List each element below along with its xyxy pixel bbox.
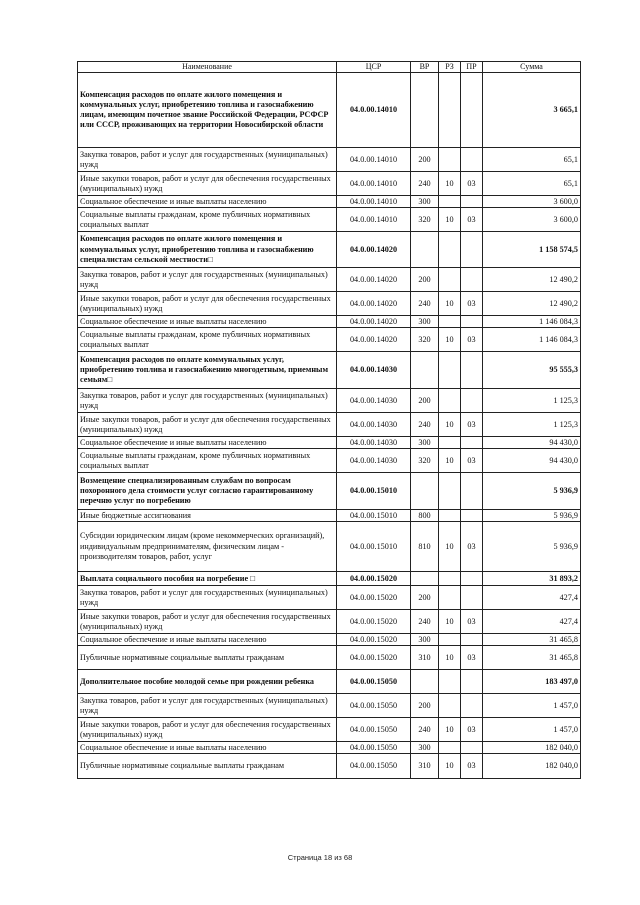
cell-name: Публичные нормативные социальные выплаты гражданам: [78, 754, 337, 779]
cell-csr: 04.0.00.15050: [337, 670, 411, 694]
cell-sum: 183 497,0: [483, 670, 581, 694]
cell-pr: 03: [461, 413, 483, 437]
cell-name: Социальное обеспечение и иные выплаты населению: [78, 316, 337, 328]
cell-sum: 1 457,0: [483, 694, 581, 718]
budget-table: [77, 61, 581, 779]
cell-vr: 310: [411, 754, 439, 779]
cell-name: Публичные нормативные социальные выплаты гражданам: [78, 646, 337, 670]
cell-name: Иные бюджетные ассигнования: [78, 510, 337, 522]
cell-rz: 10: [439, 754, 461, 779]
cell-pr: [461, 437, 483, 449]
table-row: [78, 754, 581, 779]
cell-name: Иные закупки товаров, работ и услуг для обеспечения государственных (муниципальных) нужд: [78, 413, 337, 437]
cell-vr: 240: [411, 610, 439, 634]
cell-name: Закупка товаров, работ и услуг для государственных (муниципальных) нужд: [78, 268, 337, 292]
cell-name: Компенсация расходов по оплате коммунальных услуг, приобретению топлива и газоснабжению многодетным, приемным семьям□: [78, 352, 337, 389]
cell-name: Закупка товаров, работ и услуг для государственных (муниципальных) нужд: [78, 148, 337, 172]
cell-name: Иные закупки товаров, работ и услуг для обеспечения государственных (муниципальных) нужд: [78, 718, 337, 742]
table-row: [78, 196, 581, 208]
cell-name: Возмещение специализированным службам по вопросам похоронного дела стоимости услуг согласно гарантированному перечню услуг по погребению: [78, 473, 337, 510]
cell-name: Субсидии юридическим лицам (кроме некоммерческих организаций), индивидуальным предпринимателям, физическим лицам - производителям товаров, работ, услуг: [78, 522, 337, 572]
cell-sum: 1 146 084,3: [483, 328, 581, 352]
cell-pr: 03: [461, 522, 483, 572]
cell-sum: 94 430,0: [483, 449, 581, 473]
cell-vr: 300: [411, 437, 439, 449]
table-row: [78, 437, 581, 449]
cell-rz: [439, 268, 461, 292]
cell-sum: 5 936,9: [483, 522, 581, 572]
table-header-row: [78, 62, 581, 73]
cell-rz: [439, 352, 461, 389]
cell-pr: 03: [461, 610, 483, 634]
cell-name: Социальные выплаты гражданам, кроме публичных нормативных социальных выплат: [78, 449, 337, 473]
table-row: [78, 610, 581, 634]
cell-rz: [439, 389, 461, 413]
cell-rz: [439, 742, 461, 754]
cell-vr: [411, 73, 439, 148]
cell-sum: 3 665,1: [483, 73, 581, 148]
cell-vr: [411, 473, 439, 510]
cell-rz: [439, 586, 461, 610]
cell-sum: 1 125,3: [483, 413, 581, 437]
cell-name: Компенсация расходов по оплате жилого помещения и коммунальных услуг, приобретению топлива и газоснабжению лицам, имеющим почетное звание Российской Федерации, РСФСР или СССР, проживающих на территории Новосибирской области: [78, 73, 337, 148]
cell-rz: 10: [439, 413, 461, 437]
cell-vr: [411, 352, 439, 389]
table-row: [78, 646, 581, 670]
table-row: [78, 572, 581, 586]
table-row: [78, 148, 581, 172]
cell-vr: 240: [411, 292, 439, 316]
cell-pr: 03: [461, 208, 483, 232]
cell-vr: 240: [411, 172, 439, 196]
cell-sum: 1 146 084,3: [483, 316, 581, 328]
cell-name: Дополнительное пособие молодой семье при рождении ребенка: [78, 670, 337, 694]
cell-csr: 04.0.00.14030: [337, 352, 411, 389]
cell-pr: [461, 389, 483, 413]
cell-pr: [461, 670, 483, 694]
cell-vr: 320: [411, 328, 439, 352]
cell-rz: [439, 510, 461, 522]
cell-csr: 04.0.00.15050: [337, 754, 411, 779]
cell-csr: 04.0.00.15020: [337, 634, 411, 646]
cell-vr: 300: [411, 316, 439, 328]
cell-csr: 04.0.00.15050: [337, 694, 411, 718]
header-name: Наименование: [78, 62, 337, 73]
cell-rz: [439, 196, 461, 208]
cell-csr: 04.0.00.14030: [337, 437, 411, 449]
cell-name: Компенсация расходов по оплате жилого помещения и коммунальных услуг, приобретению топлива и газоснабжению специалистам сельской местности□: [78, 232, 337, 268]
table-row: [78, 586, 581, 610]
cell-csr: 04.0.00.14010: [337, 73, 411, 148]
cell-pr: 03: [461, 646, 483, 670]
cell-rz: 10: [439, 172, 461, 196]
table-row: [78, 316, 581, 328]
cell-rz: 10: [439, 522, 461, 572]
cell-rz: 10: [439, 449, 461, 473]
cell-sum: 95 555,3: [483, 352, 581, 389]
cell-vr: 320: [411, 449, 439, 473]
header-sum: Сумма: [483, 62, 581, 73]
table-row: [78, 352, 581, 389]
cell-sum: 12 490,2: [483, 268, 581, 292]
cell-pr: 03: [461, 718, 483, 742]
cell-rz: 10: [439, 610, 461, 634]
cell-pr: [461, 742, 483, 754]
cell-vr: 240: [411, 718, 439, 742]
cell-vr: 200: [411, 148, 439, 172]
cell-vr: [411, 670, 439, 694]
table-row: [78, 718, 581, 742]
cell-csr: 04.0.00.15020: [337, 610, 411, 634]
table-row: [78, 73, 581, 148]
cell-vr: [411, 572, 439, 586]
cell-pr: 03: [461, 172, 483, 196]
table-row: [78, 268, 581, 292]
cell-name: Закупка товаров, работ и услуг для государственных (муниципальных) нужд: [78, 694, 337, 718]
cell-vr: 800: [411, 510, 439, 522]
cell-name: Социальное обеспечение и иные выплаты населению: [78, 742, 337, 754]
cell-rz: [439, 694, 461, 718]
cell-csr: 04.0.00.14010: [337, 196, 411, 208]
cell-name: Иные закупки товаров, работ и услуг для обеспечения государственных (муниципальных) нужд: [78, 292, 337, 316]
cell-sum: 3 600,0: [483, 208, 581, 232]
cell-rz: [439, 437, 461, 449]
cell-vr: 200: [411, 586, 439, 610]
cell-vr: 300: [411, 742, 439, 754]
cell-rz: [439, 670, 461, 694]
cell-csr: 04.0.00.14020: [337, 232, 411, 268]
cell-pr: [461, 268, 483, 292]
cell-csr: 04.0.00.15020: [337, 572, 411, 586]
cell-csr: 04.0.00.15050: [337, 718, 411, 742]
cell-pr: 03: [461, 328, 483, 352]
table-row: [78, 522, 581, 572]
cell-sum: 31 465,8: [483, 634, 581, 646]
cell-sum: 94 430,0: [483, 437, 581, 449]
cell-pr: [461, 73, 483, 148]
table-row: [78, 292, 581, 316]
table-row: [78, 742, 581, 754]
cell-vr: 310: [411, 646, 439, 670]
cell-sum: 5 936,9: [483, 473, 581, 510]
table-row: [78, 694, 581, 718]
header-vr: ВР: [411, 62, 439, 73]
cell-sum: 1 125,3: [483, 389, 581, 413]
cell-sum: 427,4: [483, 610, 581, 634]
cell-pr: [461, 586, 483, 610]
cell-csr: 04.0.00.14030: [337, 449, 411, 473]
table-row: [78, 473, 581, 510]
table-row: [78, 510, 581, 522]
cell-sum: 182 040,0: [483, 742, 581, 754]
cell-csr: 04.0.00.14020: [337, 268, 411, 292]
cell-csr: 04.0.00.15020: [337, 586, 411, 610]
cell-name: Иные закупки товаров, работ и услуг для обеспечения государственных (муниципальных) нужд: [78, 610, 337, 634]
cell-sum: 65,1: [483, 148, 581, 172]
cell-vr: 810: [411, 522, 439, 572]
cell-sum: 31 893,2: [483, 572, 581, 586]
cell-sum: 1 158 574,5: [483, 232, 581, 268]
header-rz: РЗ: [439, 62, 461, 73]
cell-vr: 200: [411, 389, 439, 413]
cell-csr: 04.0.00.14010: [337, 208, 411, 232]
cell-pr: [461, 634, 483, 646]
cell-rz: 10: [439, 718, 461, 742]
cell-name: Социальное обеспечение и иные выплаты населению: [78, 196, 337, 208]
cell-name: Выплата социального пособия на погребение □: [78, 572, 337, 586]
cell-pr: [461, 510, 483, 522]
cell-pr: [461, 694, 483, 718]
cell-pr: [461, 572, 483, 586]
cell-vr: 240: [411, 413, 439, 437]
table-body: [78, 73, 581, 779]
cell-rz: 10: [439, 328, 461, 352]
cell-csr: 04.0.00.15010: [337, 510, 411, 522]
cell-sum: 182 040,0: [483, 754, 581, 779]
cell-csr: 04.0.00.15020: [337, 646, 411, 670]
header-pr: ПР: [461, 62, 483, 73]
cell-rz: [439, 316, 461, 328]
cell-rz: [439, 572, 461, 586]
cell-sum: 65,1: [483, 172, 581, 196]
cell-rz: 10: [439, 208, 461, 232]
cell-pr: 03: [461, 449, 483, 473]
cell-name: Социальное обеспечение и иные выплаты населению: [78, 437, 337, 449]
page-number: Страница 18 из 68: [287, 853, 353, 862]
table-row: [78, 413, 581, 437]
table-row: [78, 670, 581, 694]
cell-csr: 04.0.00.15010: [337, 473, 411, 510]
cell-csr: 04.0.00.14010: [337, 172, 411, 196]
cell-csr: 04.0.00.14020: [337, 316, 411, 328]
cell-pr: [461, 473, 483, 510]
cell-vr: 200: [411, 694, 439, 718]
table-row: [78, 449, 581, 473]
cell-csr: 04.0.00.14020: [337, 292, 411, 316]
cell-pr: [461, 196, 483, 208]
cell-rz: [439, 634, 461, 646]
cell-name: Социальное обеспечение и иные выплаты населению: [78, 634, 337, 646]
cell-csr: 04.0.00.15010: [337, 522, 411, 572]
cell-vr: 320: [411, 208, 439, 232]
cell-sum: 31 465,8: [483, 646, 581, 670]
header-csr: ЦСР: [337, 62, 411, 73]
table-row: [78, 389, 581, 413]
cell-rz: [439, 73, 461, 148]
cell-pr: [461, 352, 483, 389]
cell-csr: 04.0.00.14030: [337, 413, 411, 437]
table-row: [78, 232, 581, 268]
cell-sum: 427,4: [483, 586, 581, 610]
cell-rz: [439, 232, 461, 268]
cell-name: Закупка товаров, работ и услуг для государственных (муниципальных) нужд: [78, 389, 337, 413]
cell-pr: 03: [461, 754, 483, 779]
cell-vr: 300: [411, 196, 439, 208]
cell-pr: [461, 148, 483, 172]
cell-rz: 10: [439, 646, 461, 670]
table-row: [78, 634, 581, 646]
cell-csr: 04.0.00.14030: [337, 389, 411, 413]
cell-pr: [461, 316, 483, 328]
cell-pr: [461, 232, 483, 268]
cell-rz: [439, 473, 461, 510]
cell-name: Закупка товаров, работ и услуг для государственных (муниципальных) нужд: [78, 586, 337, 610]
cell-vr: 300: [411, 634, 439, 646]
cell-vr: [411, 232, 439, 268]
cell-sum: 1 457,0: [483, 718, 581, 742]
cell-sum: 3 600,0: [483, 196, 581, 208]
cell-name: Социальные выплаты гражданам, кроме публичных нормативных социальных выплат: [78, 328, 337, 352]
table-row: [78, 328, 581, 352]
cell-csr: 04.0.00.14010: [337, 148, 411, 172]
table-row: [78, 172, 581, 196]
cell-csr: 04.0.00.14020: [337, 328, 411, 352]
cell-name: Иные закупки товаров, работ и услуг для обеспечения государственных (муниципальных) нужд: [78, 172, 337, 196]
cell-vr: 200: [411, 268, 439, 292]
table-row: [78, 208, 581, 232]
cell-pr: 03: [461, 292, 483, 316]
cell-rz: [439, 148, 461, 172]
cell-sum: 5 936,9: [483, 510, 581, 522]
cell-sum: 12 490,2: [483, 292, 581, 316]
cell-csr: 04.0.00.15050: [337, 742, 411, 754]
cell-name: Социальные выплаты гражданам, кроме публичных нормативных социальных выплат: [78, 208, 337, 232]
cell-rz: 10: [439, 292, 461, 316]
